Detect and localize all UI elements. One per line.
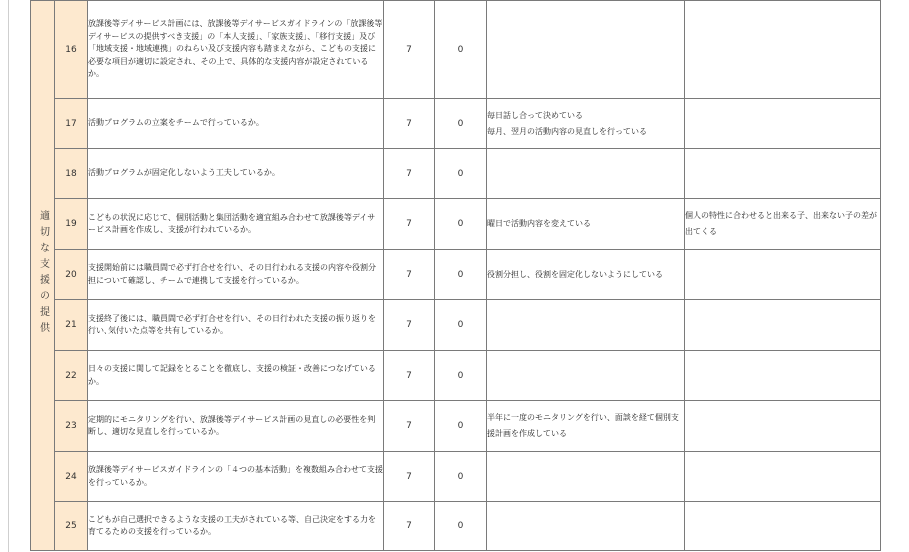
comment-cell[interactable]: 曜日で活動内容を変えている xyxy=(487,199,685,250)
question-cell[interactable]: 定期的にモニタリングを行い、放課後等デイサービス計画の見直しの必要性を判断し、適切な見直しを行っているか。 xyxy=(88,401,384,452)
no-count-cell[interactable]: 0 xyxy=(435,452,487,502)
comment-cell[interactable]: 毎日話し合って決めている 毎月、翌月の活動内容の見直しを行っている xyxy=(487,99,685,149)
improvement-cell[interactable] xyxy=(685,401,881,452)
yes-count-cell[interactable]: 7 xyxy=(384,300,435,351)
row-number[interactable]: 22 xyxy=(55,351,88,401)
table-row xyxy=(31,250,881,300)
yes-count-cell[interactable]: 7 xyxy=(384,149,435,199)
row-number[interactable]: 18 xyxy=(55,149,88,199)
comment-cell[interactable] xyxy=(487,502,685,551)
improvement-cell[interactable] xyxy=(685,250,881,300)
improvement-cell[interactable]: 個人の特性に合わせると出来る子、出来ない子の差が出てくる xyxy=(685,199,881,250)
table-row xyxy=(31,452,881,502)
row-number[interactable]: 24 xyxy=(55,452,88,502)
yes-count-cell[interactable]: 7 xyxy=(384,452,435,502)
table-row xyxy=(31,199,881,250)
table-row xyxy=(31,300,881,351)
question-cell[interactable]: 支援終了後には、職員間で必ず打合せを行い、その日行われた支援の振り返りを行い､気付いた点等を共有しているか。 xyxy=(88,300,384,351)
question-cell[interactable]: こどもの状況に応じて、個別活動と集団活動を適宜組み合わせて放課後等デイサービス計画を作成し、支援が行われているか。 xyxy=(88,199,384,250)
no-count-cell[interactable]: 0 xyxy=(435,401,487,452)
no-count-cell[interactable]: 0 xyxy=(435,149,487,199)
yes-count-cell[interactable]: 7 xyxy=(384,502,435,551)
improvement-cell[interactable] xyxy=(685,452,881,502)
category-cell xyxy=(31,1,55,551)
no-count-cell[interactable]: 0 xyxy=(435,502,487,551)
table-row xyxy=(31,99,881,149)
yes-count-cell[interactable]: 7 xyxy=(384,250,435,300)
category-label: 適切な支援の提供 xyxy=(37,209,49,338)
comment-cell[interactable] xyxy=(487,452,685,502)
question-cell[interactable]: 日々の支援に関して記録をとることを徹底し、支援の検証・改善につなげているか。 xyxy=(88,351,384,401)
no-count-cell[interactable]: 0 xyxy=(435,99,487,149)
comment-cell[interactable] xyxy=(487,300,685,351)
left-margin xyxy=(0,0,30,552)
comment-cell[interactable]: 役割分担し、役割を固定化しないようにしている xyxy=(487,250,685,300)
table-row xyxy=(31,401,881,452)
question-cell[interactable]: 放課後等デイサービス計画には、放課後等デイサービスガイドラインの「放課後等デイサービスの提供すべき支援」の「本人支援」、「家族支援」、「移行支援」及び「地域支援・地域連携」のねらい及び支援内容も踏まえながら、こどもの支援に必要な項目が適切に設定され、その上で、具体的な支援内容が設定されているか。 xyxy=(88,1,384,99)
improvement-cell[interactable] xyxy=(685,99,881,149)
row-number[interactable]: 23 xyxy=(55,401,88,452)
table-row xyxy=(31,1,881,99)
question-cell[interactable]: 支援開始前には職員間で必ず打合せを行い、その日行われる支援の内容や役割分担について確認し、チームで連携して支援を行っているか。 xyxy=(88,250,384,300)
yes-count-cell[interactable]: 7 xyxy=(384,351,435,401)
question-cell[interactable]: 活動プログラムが固定化しないよう工夫しているか。 xyxy=(88,149,384,199)
table-row xyxy=(31,502,881,551)
comment-cell[interactable] xyxy=(487,149,685,199)
table-row xyxy=(31,149,881,199)
row-number[interactable]: 20 xyxy=(55,250,88,300)
table-row xyxy=(31,351,881,401)
improvement-cell[interactable] xyxy=(685,1,881,99)
question-cell[interactable]: 放課後等デイサービスガイドラインの「４つの基本活動」を複数組み合わせて支援を行っているか。 xyxy=(88,452,384,502)
row-number[interactable]: 25 xyxy=(55,502,88,551)
left-border-line xyxy=(8,0,9,552)
comment-cell[interactable] xyxy=(487,1,685,99)
no-count-cell[interactable]: 0 xyxy=(435,199,487,250)
improvement-cell[interactable] xyxy=(685,300,881,351)
row-number[interactable]: 21 xyxy=(55,300,88,351)
no-count-cell[interactable]: 0 xyxy=(435,1,487,99)
improvement-cell[interactable] xyxy=(685,351,881,401)
improvement-cell[interactable] xyxy=(685,502,881,551)
yes-count-cell[interactable]: 7 xyxy=(384,199,435,250)
yes-count-cell[interactable]: 7 xyxy=(384,1,435,99)
row-number[interactable]: 19 xyxy=(55,199,88,250)
evaluation-table xyxy=(30,0,881,551)
no-count-cell[interactable]: 0 xyxy=(435,300,487,351)
yes-count-cell[interactable]: 7 xyxy=(384,99,435,149)
yes-count-cell[interactable]: 7 xyxy=(384,401,435,452)
row-number[interactable]: 16 xyxy=(55,1,88,99)
improvement-cell[interactable] xyxy=(685,149,881,199)
comment-cell[interactable]: 半年に一度のモニタリングを行い、面談を経て個別支援計画を作成している xyxy=(487,401,685,452)
comment-cell[interactable] xyxy=(487,351,685,401)
no-count-cell[interactable]: 0 xyxy=(435,351,487,401)
question-cell[interactable]: 活動プログラムの立案をチームで行っているか。 xyxy=(88,99,384,149)
row-number[interactable]: 17 xyxy=(55,99,88,149)
question-cell[interactable]: こどもが自己選択できるような支援の工夫がされている等、自己決定をする力を育てるための支援を行っているか。 xyxy=(88,502,384,551)
no-count-cell[interactable]: 0 xyxy=(435,250,487,300)
